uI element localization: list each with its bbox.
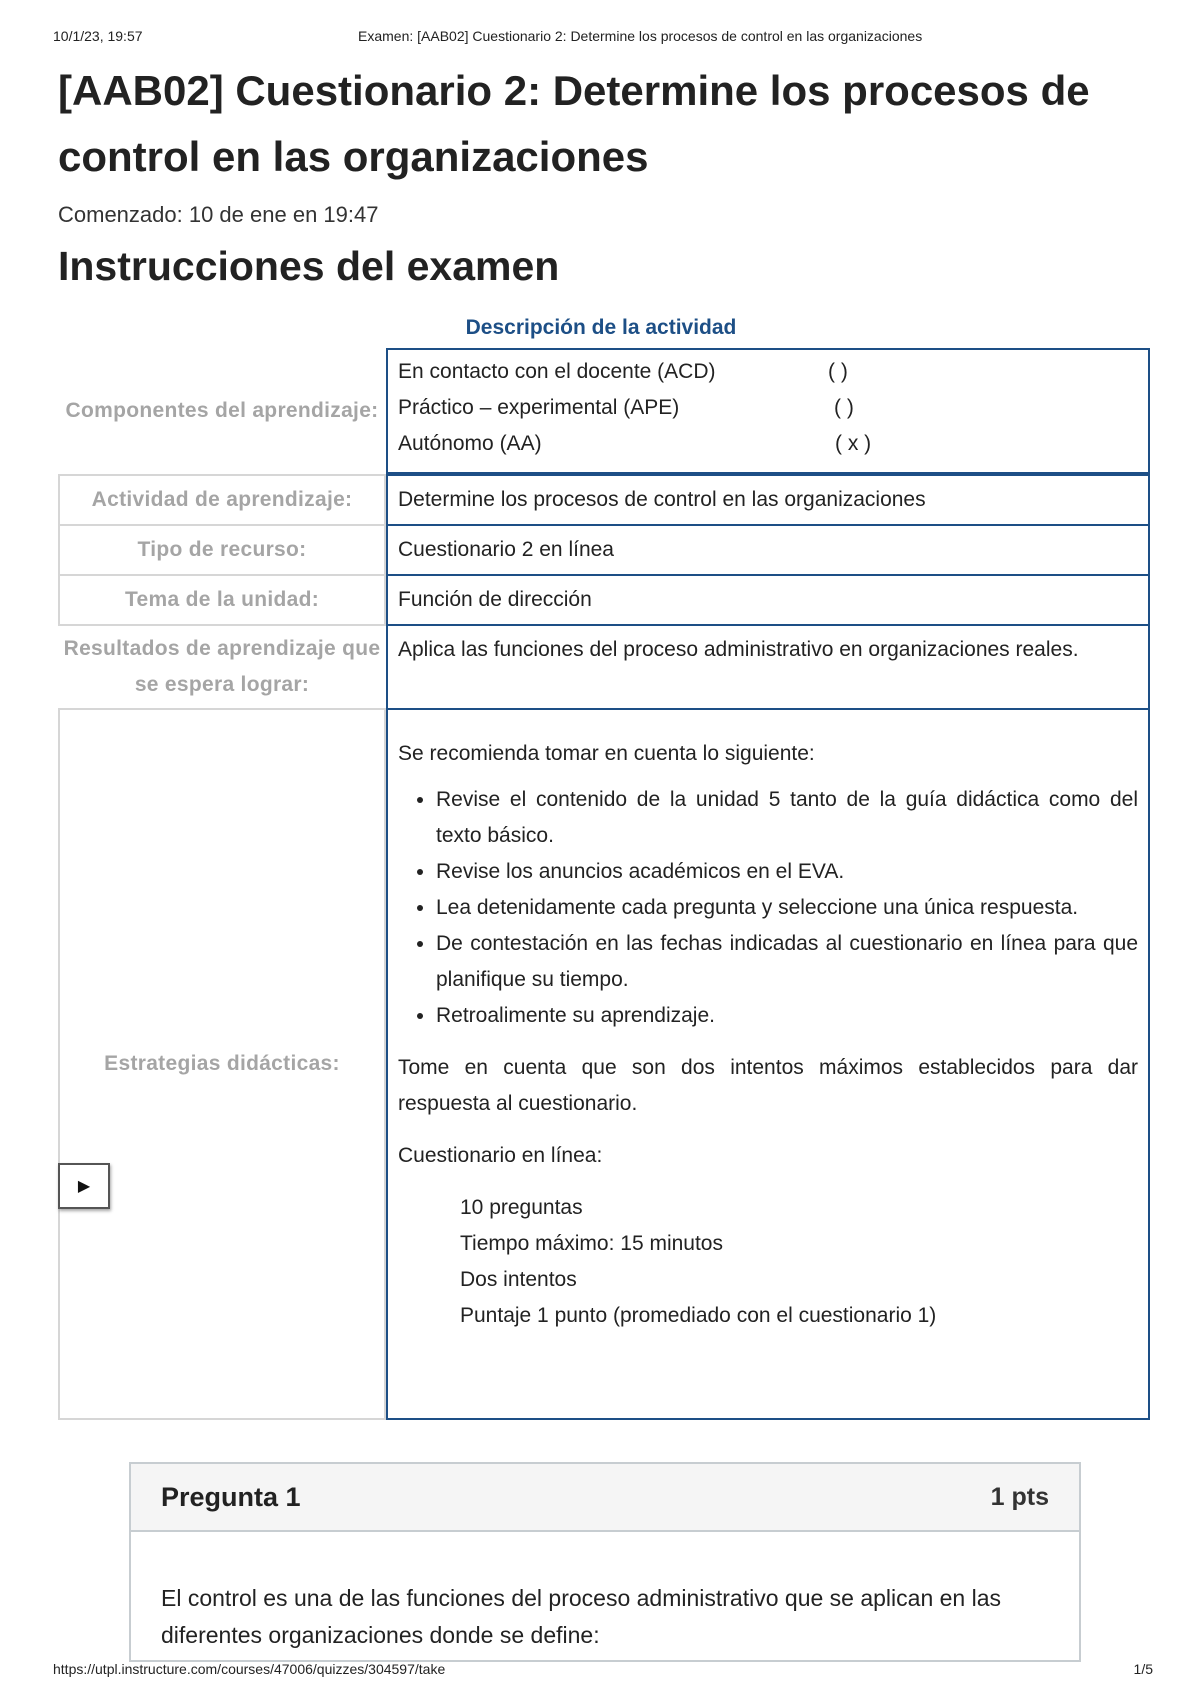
print-footer [53,1661,1153,1677]
list-item: • Revise el contenido de la unidad 5 tanto de la guía didáctica como del texto básico. [436,782,1138,854]
activity-label: Actividad de aprendizaje: [58,474,386,526]
detail-line: 10 preguntas [460,1196,583,1219]
results-label: Resultados de aprendizaje que se espera lograr: [63,637,381,696]
question-header [131,1464,1079,1532]
play-button[interactable] [58,1163,110,1209]
started-timestamp: Comenzado: 10 de ene en 19:47 [58,202,379,227]
page-number: 1/5 [1133,1661,1153,1677]
detail-line: Dos intentos [460,1268,577,1291]
attempts-note: Tome en cuenta que son dos intentos máximos establecidos para dar respuesta al cuestionario. [398,1056,1138,1115]
strategies-cell [386,708,1150,1420]
print-header [53,28,1153,48]
question-points: 1 pts [990,1482,1049,1511]
unit-topic-label: Tema de la unidad: [58,574,386,626]
question-title: Pregunta 1 [161,1481,301,1512]
list-item: • Lea detenidamente cada pregunta y seleccione una única respuesta. [436,890,1138,926]
list-item: • De contestación en las fechas indicadas al cuestionario en línea para que planifique su tiempo. [436,926,1138,998]
question-text: El control es una de las funciones del proceso administrativo que se aplican en las diferentes organizaciones donde se define: [161,1585,1001,1648]
description-caption: Descripción de la actividad [465,316,737,339]
quiz-details [398,1190,1138,1334]
detail-line: Puntaje 1 punto (promediado con el cuestionario 1) [460,1304,937,1327]
component-item: Práctico – experimental (APE) ( ) [398,396,854,419]
component-item: Autónomo (AA) ( x ) [398,432,872,455]
print-document-title: Examen: [AAB02] Cuestionario 2: Determine los procesos de control en las organizaciones [358,28,923,44]
activity-value: Determine los procesos de control en las organizaciones [386,474,1150,526]
list-item: • Revise los anuncios académicos en el EVA. [436,854,1138,890]
detail-line: Tiempo máximo: 15 minutos [460,1232,723,1255]
play-icon: ▶ [77,1178,91,1195]
online-quiz-label: Cuestionario en línea: [398,1144,603,1167]
unit-topic-value: Función de dirección [386,574,1150,626]
list-item: • Retroalimente su aprendizaje. [436,998,1138,1034]
resource-label: Tipo de recurso: [58,524,386,576]
results-value: Aplica las funciones del proceso administrativo en organizaciones reales. [386,624,1150,710]
question-card [129,1462,1081,1662]
component-item: En contacto con el docente (ACD) ( ) [398,360,848,383]
strategies-list [398,782,1138,1034]
page-title: [AAB02] Cuestionario 2: Determine los procesos de control en las organizaciones [58,67,1090,180]
instructions-heading: Instrucciones del examen [58,243,560,289]
components-label: Componentes del aprendizaje: [65,399,379,422]
print-url: https://utpl.instructure.com/courses/47006/quizzes/304597/take [53,1661,446,1677]
strategies-label: Estrategias didácticas: [58,708,386,1420]
components-cell [386,348,1150,474]
print-date: 10/1/23, 19:57 [53,28,143,44]
resource-value: Cuestionario 2 en línea [386,524,1150,576]
strategies-intro: Se recomienda tomar en cuenta lo siguiente: [398,742,815,765]
